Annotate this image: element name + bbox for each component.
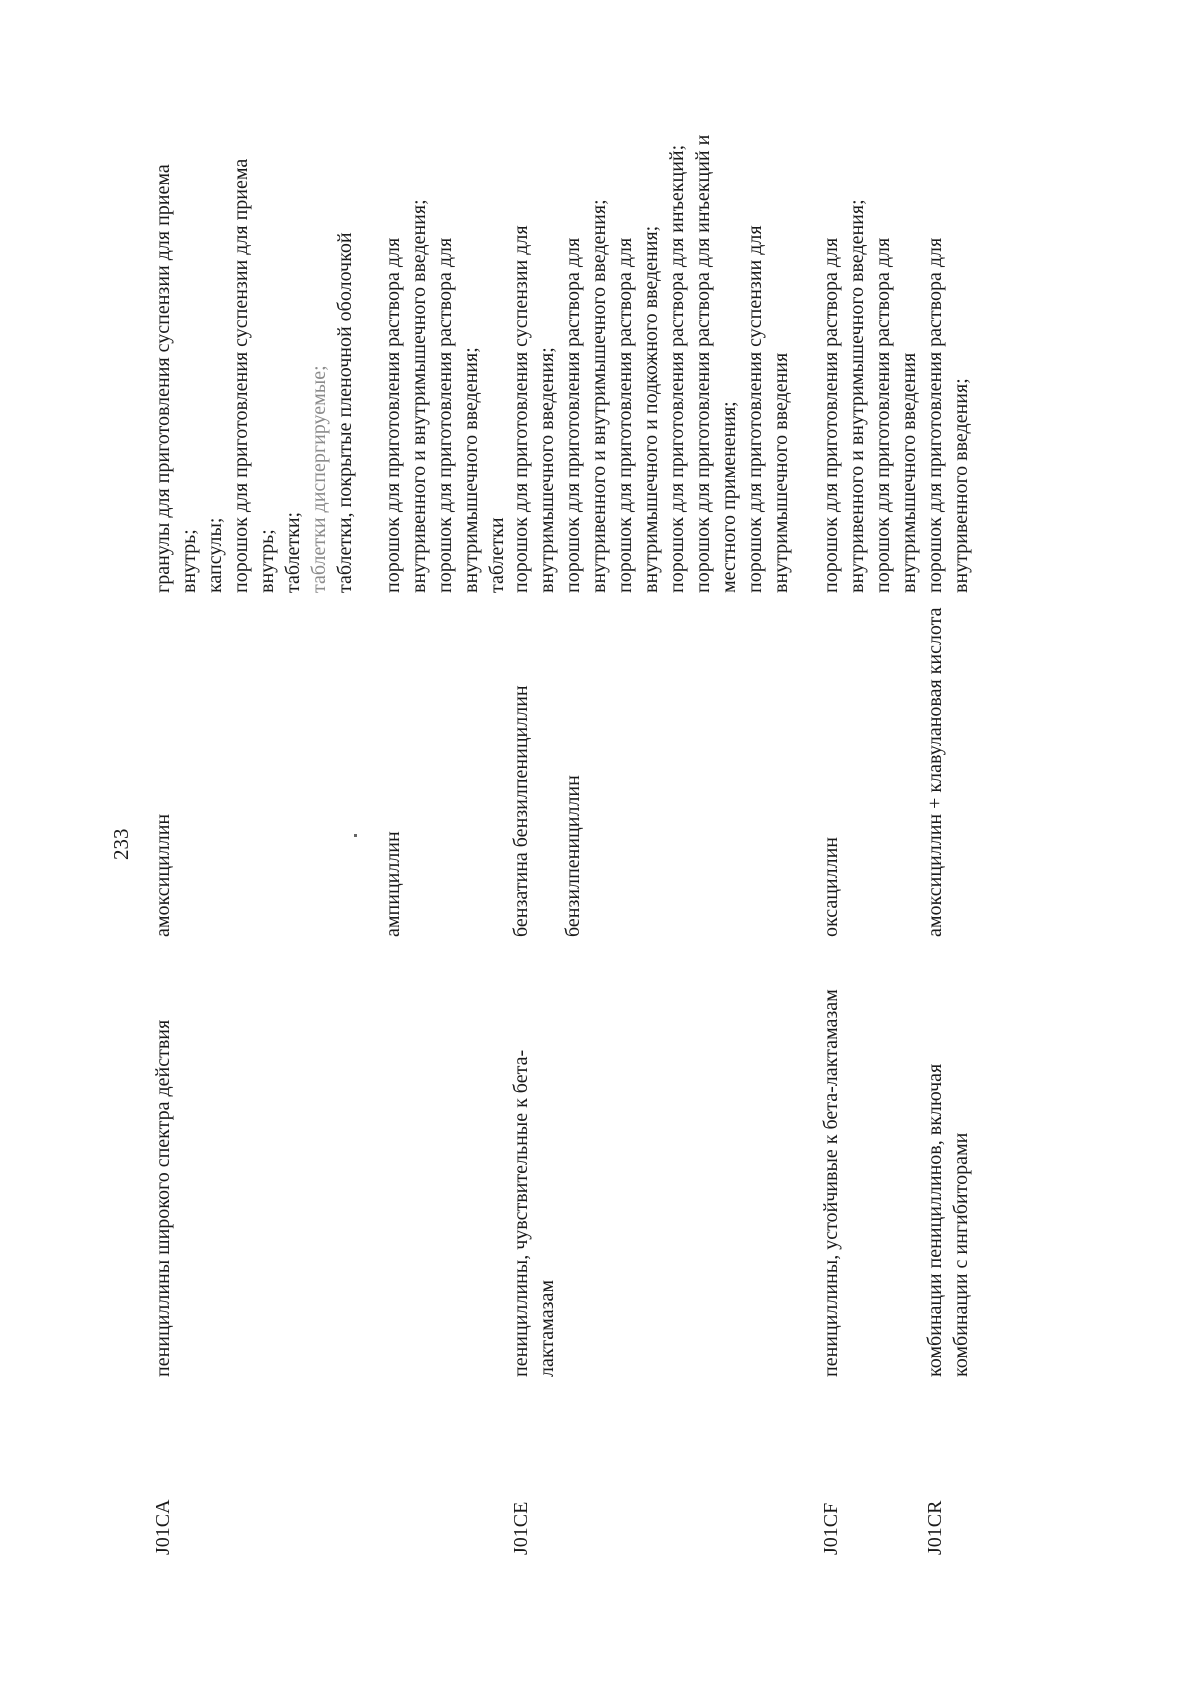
dosage-form: порошок для приготовления раствора для внутримышечного и подкожного введения; bbox=[614, 225, 662, 593]
drug-name: оксациллин bbox=[820, 837, 842, 937]
dosage-form: порошок для приготовления раствора для инъекций; bbox=[666, 144, 688, 593]
atc-code: J01CE bbox=[510, 1501, 532, 1555]
drug-name: бензилпенициллин bbox=[562, 775, 584, 937]
dosage-form: порошок для приготовления суспензии для внутримышечного введения; bbox=[510, 225, 558, 593]
dosage-form: порошок для приготовления раствора для инъекций и местного применения; bbox=[692, 134, 740, 593]
dosage-form: порошок для приготовления раствора для внутривенного и внутримышечного введения; bbox=[562, 199, 610, 593]
dosage-form: порошок для приготовления раствора для внутривенного и внутримышечного введения; bbox=[820, 199, 868, 593]
dosage-form: порошок для приготовления раствора для внутривенного введения; bbox=[924, 237, 972, 593]
dosage-form: порошок для приготовления раствора для внутримышечного введения; bbox=[434, 237, 482, 593]
atc-code: J01CF bbox=[820, 1502, 842, 1555]
dosage-form: порошок для приготовления раствора для внутривенного и внутримышечного введения; bbox=[382, 199, 430, 593]
drug-group: пенициллины, устойчивые к бета-лактамазам bbox=[820, 989, 842, 1377]
dosage-forms-list bbox=[380, 123, 510, 593]
dosage-forms-list bbox=[150, 123, 358, 593]
dosage-forms-list bbox=[818, 123, 922, 593]
drug-name: амоксициллин + клавулановая кислота bbox=[924, 607, 946, 937]
dosage-form: таблетки, покрытые пленочной оболочкой bbox=[334, 232, 356, 593]
dosage-form: порошок для приготовления суспензии для внутримышечного введения bbox=[744, 225, 792, 593]
scan-speck bbox=[354, 834, 357, 837]
drug-group: пенициллины, чувствительные к бета-лактамазам bbox=[510, 1049, 558, 1377]
dosage-form: капсулы; bbox=[204, 517, 226, 593]
drug-name: ампициллин bbox=[382, 831, 404, 937]
dosage-form: таблетки bbox=[486, 517, 508, 593]
dosage-form: таблетки; bbox=[282, 511, 304, 593]
dosage-forms-list bbox=[922, 123, 974, 593]
atc-code: J01CR bbox=[924, 1500, 946, 1555]
atc-code: J01CA bbox=[152, 1499, 174, 1555]
dosage-forms-list bbox=[508, 123, 560, 593]
drug-group: пенициллины широкого спектра действия bbox=[152, 1019, 174, 1377]
page-number: 233 bbox=[109, 828, 133, 860]
drug-name: бензатина бензилпенициллин bbox=[510, 685, 532, 937]
dosage-forms-list bbox=[560, 123, 794, 593]
dosage-form: таблетки диспергируемые; bbox=[308, 365, 330, 593]
dosage-form: порошок для приготовления раствора для внутримышечного введения bbox=[872, 237, 920, 593]
drug-name: амоксициллин bbox=[152, 813, 174, 937]
dosage-form: гранулы для приготовления суспензии для приема внутрь; bbox=[152, 164, 200, 593]
dosage-form: порошок для приготовления суспензии для приема внутрь; bbox=[230, 158, 278, 593]
drug-group: комбинации пенициллинов, включая комбинации с ингибиторами bbox=[924, 1063, 972, 1377]
